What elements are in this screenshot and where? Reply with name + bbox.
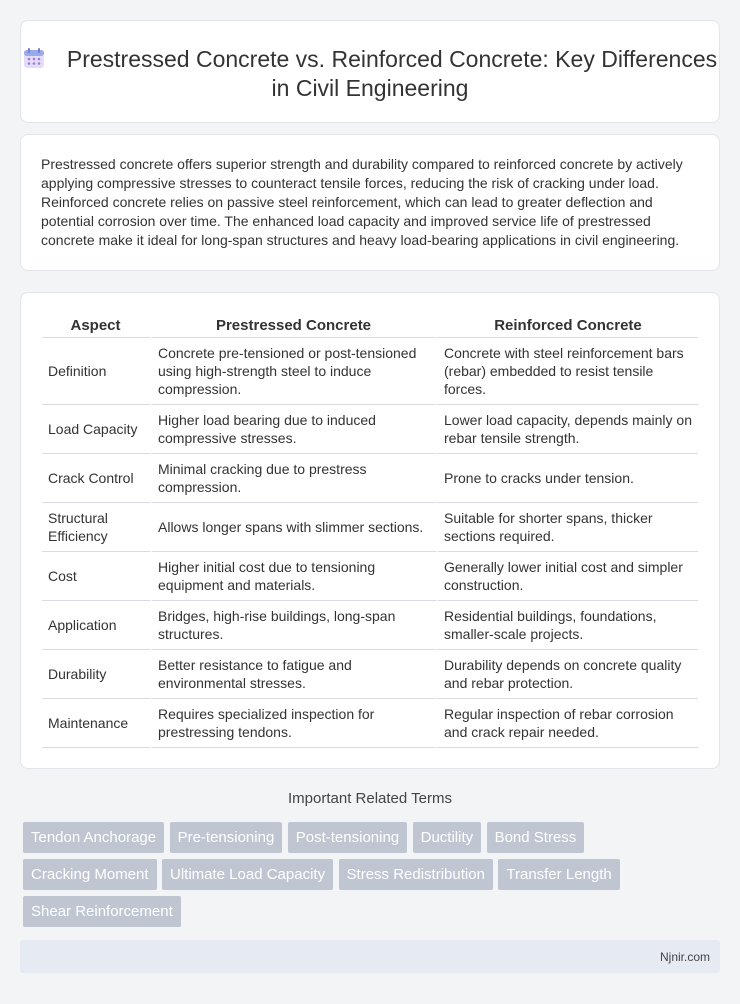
table-row [42,699,698,748]
aspect-cell: Structural Efficiency [42,503,152,552]
reinforced-cell: Generally lower initial cost and simpler construction. [438,552,698,601]
prestressed-cell: Concrete pre-tensioned or post-tensioned using high-strength steel to induce compression. [152,338,438,405]
aspect-cell: Definition [42,338,152,405]
header-aspect: Aspect [42,314,152,338]
title-card [20,20,720,123]
term-tag[interactable]: Tendon Anchorage [23,822,164,853]
table-row [42,552,698,601]
header-reinforced: Reinforced Concrete [438,314,698,338]
reinforced-cell: Prone to cracks under tension. [438,454,698,503]
prestressed-cell: Better resistance to fatigue and environmental stresses. [152,650,438,699]
prestressed-cell: Minimal cracking due to prestress compression. [152,454,438,503]
term-tag[interactable]: Ductility [413,822,482,853]
table-row [42,650,698,699]
prestressed-cell: Requires specialized inspection for prestressing tendons. [152,699,438,748]
prestressed-cell: Higher initial cost due to tensioning equipment and materials. [152,552,438,601]
page-title-block [21,45,719,103]
table-header-row [42,314,698,338]
table-row [42,503,698,552]
related-terms-list [23,822,703,933]
prestressed-cell: Bridges, high-rise buildings, long-span structures. [152,601,438,650]
reinforced-cell: Residential buildings, foundations, smaller-scale projects. [438,601,698,650]
related-terms-heading: Important Related Terms [288,790,452,807]
header-prestressed: Prestressed Concrete [152,314,438,338]
reinforced-cell: Regular inspection of rebar corrosion and crack repair needed. [438,699,698,748]
aspect-cell: Cost [42,552,152,601]
comparison-table [42,314,698,748]
intro-card [20,134,720,271]
intro-paragraph: Prestressed concrete offers superior strength and durability compared to reinforced concrete by actively applying compressive stresses to counteract tensile forces, reducing the risk of cracking under load. Reinforced concrete relies on passive steel reinforcement, which can lead to greater deflection and potential corrosion over time. The enhanced load capacity and improved service life of prestressed concrete make it ideal for long-span structures and heavy load-bearing applications in civil engineering. [41,156,683,248]
aspect-cell: Maintenance [42,699,152,748]
term-tag[interactable]: Stress Redistribution [339,859,493,890]
term-tag[interactable]: Ultimate Load Capacity [162,859,333,890]
prestressed-cell: Allows longer spans with slimmer sections. [152,503,438,552]
aspect-cell: Load Capacity [42,405,152,454]
term-tag[interactable]: Pre-tensioning [170,822,283,853]
comparison-card [20,292,720,769]
term-tag[interactable]: Bond Stress [487,822,585,853]
term-tag[interactable]: Post-tensioning [288,822,407,853]
reinforced-cell: Suitable for shorter spans, thicker sections required. [438,503,698,552]
footer-site-link[interactable]: Njnir.com [659,950,710,964]
prestressed-cell: Higher load bearing due to induced compressive stresses. [152,405,438,454]
term-tag[interactable]: Cracking Moment [23,859,157,890]
calendar-icon [23,47,45,69]
aspect-cell: Durability [42,650,152,699]
reinforced-cell: Lower load capacity, depends mainly on rebar tensile strength. [438,405,698,454]
table-row [42,454,698,503]
page-title: Prestressed Concrete vs. Reinforced Concrete: Key Differences in Civil Engineering [66,46,718,101]
table-row [42,601,698,650]
footer [20,940,720,973]
aspect-cell: Crack Control [42,454,152,503]
aspect-cell: Application [42,601,152,650]
table-row [42,405,698,454]
table-row [42,338,698,405]
term-tag[interactable]: Shear Reinforcement [23,896,181,927]
reinforced-cell: Durability depends on concrete quality and rebar protection. [438,650,698,699]
term-tag[interactable]: Transfer Length [498,859,619,890]
reinforced-cell: Concrete with steel reinforcement bars (rebar) embedded to resist tensile forces. [438,338,698,405]
